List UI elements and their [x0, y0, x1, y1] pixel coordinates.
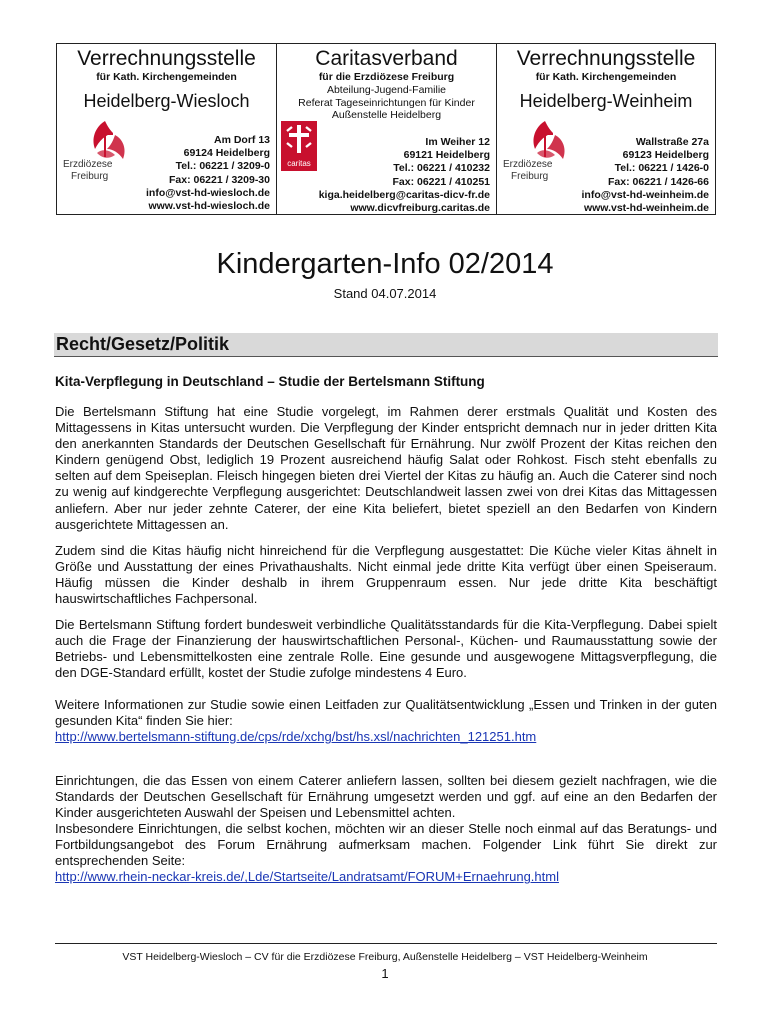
paragraph-1: Die Bertelsmann Stiftung hat eine Studie vorgelegt, im Rahmen derer erstmals Qualität und Kosten des Mittagessens in Kitas untersucht wurden. Die Verpflegung der Kinder entspricht demnach nur in jeder dritten Kita den anerkannten Standards der Deutschen Gesellschaft für Ernährung. Nur zwölf Prozent der Kitas reichen den Kindern genügend Obst, lediglich 19 Prozent ausreichend häufig Salat oder Rohkost. Fisch steht ebenfalls zu selten auf dem Speiseplan. Fleisch hingegen bieten drei Viertel der Kitas zu häufig an. Auch die Caterer sind noch zu wenig auf kindgerechte Verpflegung ausgerichtet: Deutschlandweit lassen zwei von drei Kitas das Mittagessen anliefern. Aber nur jeder zehnte Caterer, der eine Kita beliefert, bietet speziell an den Bedarfen von Kindern ausgerichtete Mittagessen an. — [55, 404, 717, 532]
org-title: Caritasverband — [315, 47, 458, 70]
footer-text: VST Heidelberg-Wiesloch – CV für die Erzdiözese Freiburg, Außenstelle Heidelberg – VST Heidelberg-Weinheim — [122, 951, 648, 963]
logo-text-line2: Freiburg — [511, 171, 549, 182]
org-subtitle: für Kath. Kirchengemeinden — [96, 71, 237, 83]
letterhead-left — [57, 44, 276, 214]
article-title: Kita-Verpflegung in Deutschland – Studie der Bertelsmann Stiftung — [55, 374, 485, 389]
address-fax: Fax: 06221 / 1426-66 — [608, 175, 709, 188]
org-unit: Referat Tageseinrichtungen für Kinder — [298, 96, 475, 109]
bertelsmann-link[interactable]: http://www.bertelsmann-stiftung.de/cps/rde/xchg/bst/hs.xsl/nachrichten_121251.htm — [55, 729, 537, 745]
logo-text-line1: Erzdiözese — [63, 159, 113, 170]
address-block — [146, 134, 270, 213]
address-email[interactable]: info@vst-hd-wiesloch.de — [146, 186, 270, 199]
address-web[interactable]: www.vst-hd-weinheim.de — [583, 202, 709, 215]
address-block — [319, 136, 490, 215]
org-city: Heidelberg-Wiesloch — [83, 91, 250, 111]
org-department: Abteilung-Jugend-Familie — [326, 84, 447, 96]
address-web[interactable]: www.dicvfreiburg.caritas.de — [350, 202, 490, 215]
letterhead-right — [496, 44, 715, 214]
paragraph-3: Die Bertelsmann Stiftung fordert bundesweit verbindliche Qualitätsstandards für die Kita-Verpflegung. Dabei spielt auch die Frage der Finanzierung der hauswirtschaftlichen Personal-, Küchen- und Raumausstattung sowie der Betriebs- und Lebensmittelkosten eine zentrale Rolle. Eine gesunde und ausgewogene Mittagsverpflegung, die den DGE-Standard erfüllt, kostet der Studie zufolge mindestens 4 Euro. — [55, 617, 717, 681]
address-street: Im Weiher 12 — [425, 136, 490, 148]
page-number: 1 — [381, 966, 389, 981]
address-city: 69121 Heidelberg — [403, 149, 490, 162]
paragraph-2: Zudem sind die Kitas häufig nicht hinreichend für die Verpflegung ausgestattet: Die Küche vieler Kitas ähnelt in Größe und Ausstattung der eines Privathaushalts. Nicht einmal jede dritte Kita verfügt über einen Speiseraum. Häufig müssen die Kinder deshalb in ihrem Gruppenraum essen. Nur jede dritte Kita beschäftigt hauswirtschaftliches Fachpersonal. — [55, 543, 717, 607]
address-email[interactable]: info@vst-hd-weinheim.de — [581, 188, 709, 201]
address-street: Am Dorf 13 — [213, 134, 270, 146]
org-title: Verrechnungsstelle — [77, 47, 256, 70]
document-title: Kindergarten-Info 02/2014 — [216, 248, 554, 280]
address-block — [582, 136, 710, 215]
org-subtitle: für die Erzdiözese Freiburg — [318, 71, 455, 83]
footer-divider — [55, 943, 717, 944]
letterhead-center — [276, 44, 496, 214]
paragraph-6-text: Insbesondere Einrichtungen, die selbst kochen, möchten wir an dieser Stelle noch einmal auf das Beratungs- und Fortbildungsangebot des Forum Ernährung aufmerksam machen. Folgender Link führt Sie direkt zur entsprechenden Seite: — [55, 821, 717, 869]
letterhead — [56, 43, 716, 215]
forum-ernaehrung-link[interactable]: http://www.rhein-neckar-kreis.de/,Lde/Startseite/Landratsamt/FORUM+Ernaehrung.html — [55, 869, 559, 885]
caritas-logo — [281, 121, 317, 171]
address-fax: Fax: 06221 / 410251 — [392, 175, 490, 188]
erzdioezese-logo — [501, 119, 581, 189]
address-phone: Tel.: 06221 / 410232 — [393, 162, 490, 175]
paragraph-4 — [55, 697, 717, 745]
caritas-logo-text: caritas — [287, 159, 311, 168]
paragraph-6 — [55, 821, 717, 885]
org-city: Heidelberg-Weinheim — [519, 91, 693, 111]
document-date: Stand 04.07.2014 — [333, 286, 437, 301]
logo-text-line1: Erzdiözese — [503, 159, 553, 170]
address-email[interactable]: kiga.heidelberg@caritas-dicv-fr.de — [318, 188, 490, 201]
org-subtitle: für Kath. Kirchengemeinden — [535, 71, 677, 83]
address-city: 69123 Heidelberg — [622, 149, 709, 162]
section-heading: Recht/Gesetz/Politik — [56, 334, 230, 354]
section-heading-bar — [54, 333, 718, 357]
paragraph-5: Einrichtungen, die das Essen von einem Caterer anliefern lassen, sollten bei diesem gezielt nachfragen, wie die Standards der Deutschen Gesellschaft für Ernährung umgesetzt werden und ggf. auf eine an den Bedarfen der Kinder ausgerichteten Auswahl der Speisen und Lebensmittel achten. — [55, 773, 717, 821]
logo-text-line2: Freiburg — [71, 171, 109, 182]
address-fax: Fax: 06221 / 3209-30 — [169, 173, 270, 186]
address-street: Wallstraße 27a — [635, 136, 709, 148]
address-web[interactable]: www.vst-hd-wiesloch.de — [148, 200, 270, 213]
org-branch: Außenstelle Heidelberg — [331, 109, 442, 121]
address-phone: Tel.: 06221 / 3209-0 — [175, 160, 270, 173]
paragraph-4-text: Weitere Informationen zur Studie sowie einen Leitfaden zur Qualitätsentwicklung „Essen und Trinken in der guten gesunden Kita“ finden Sie hier: — [55, 697, 717, 729]
org-title: Verrechnungsstelle — [516, 47, 696, 70]
address-phone: Tel.: 06221 / 1426-0 — [614, 162, 709, 175]
erzdioezese-logo — [61, 119, 141, 189]
address-city: 69124 Heidelberg — [183, 147, 270, 160]
